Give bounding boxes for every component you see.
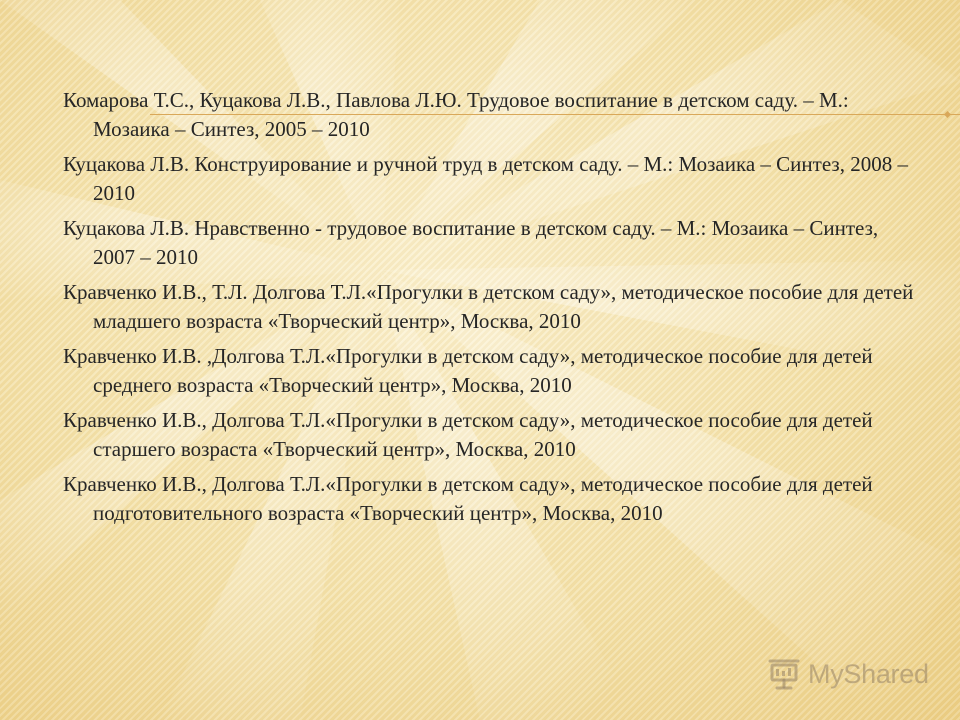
watermark-text: MyShared: [808, 658, 929, 689]
reference-item: Кравченко И.В. ,Долгова Т.Л.«Прогулки в детском саду», методическое пособие для детей среднего возраста «Творческий центр», Москва, 2010: [63, 344, 873, 397]
projector-screen-icon: [766, 657, 802, 691]
watermark-logo: [766, 654, 929, 694]
reference-item: Кравченко И.В., Т.Л. Долгова Т.Л.«Прогулки в детском саду», методическое пособие для детей младшего возраста «Творческий центр», Москва, 2010: [63, 280, 914, 333]
reference-item: Кравченко И.В., Долгова Т.Л.«Прогулки в детском саду», методическое пособие для детей подготовительного возраста «Творческий центр», Москва, 2010: [63, 472, 873, 525]
reference-item: Куцакова Л.В. Конструирование и ручной труд в детском саду. – М.: Мозаика – Синтез, 2008 – 2010: [63, 152, 908, 205]
reference-item: Комарова Т.С., Куцакова Л.В., Павлова Л.Ю. Трудовое воспитание в детском саду. – М.: Мозаика – Синтез, 2005 – 2010: [63, 88, 849, 141]
reference-list: [63, 86, 925, 534]
reference-item: Кравченко И.В., Долгова Т.Л.«Прогулки в детском саду», методическое пособие для детей старшего возраста «Творческий центр», Москва, 2010: [63, 408, 873, 461]
reference-item: Куцакова Л.В. Нравственно - трудовое воспитание в детском саду. – М.: Мозаика – Синтез, 2007 – 2010: [63, 216, 879, 269]
